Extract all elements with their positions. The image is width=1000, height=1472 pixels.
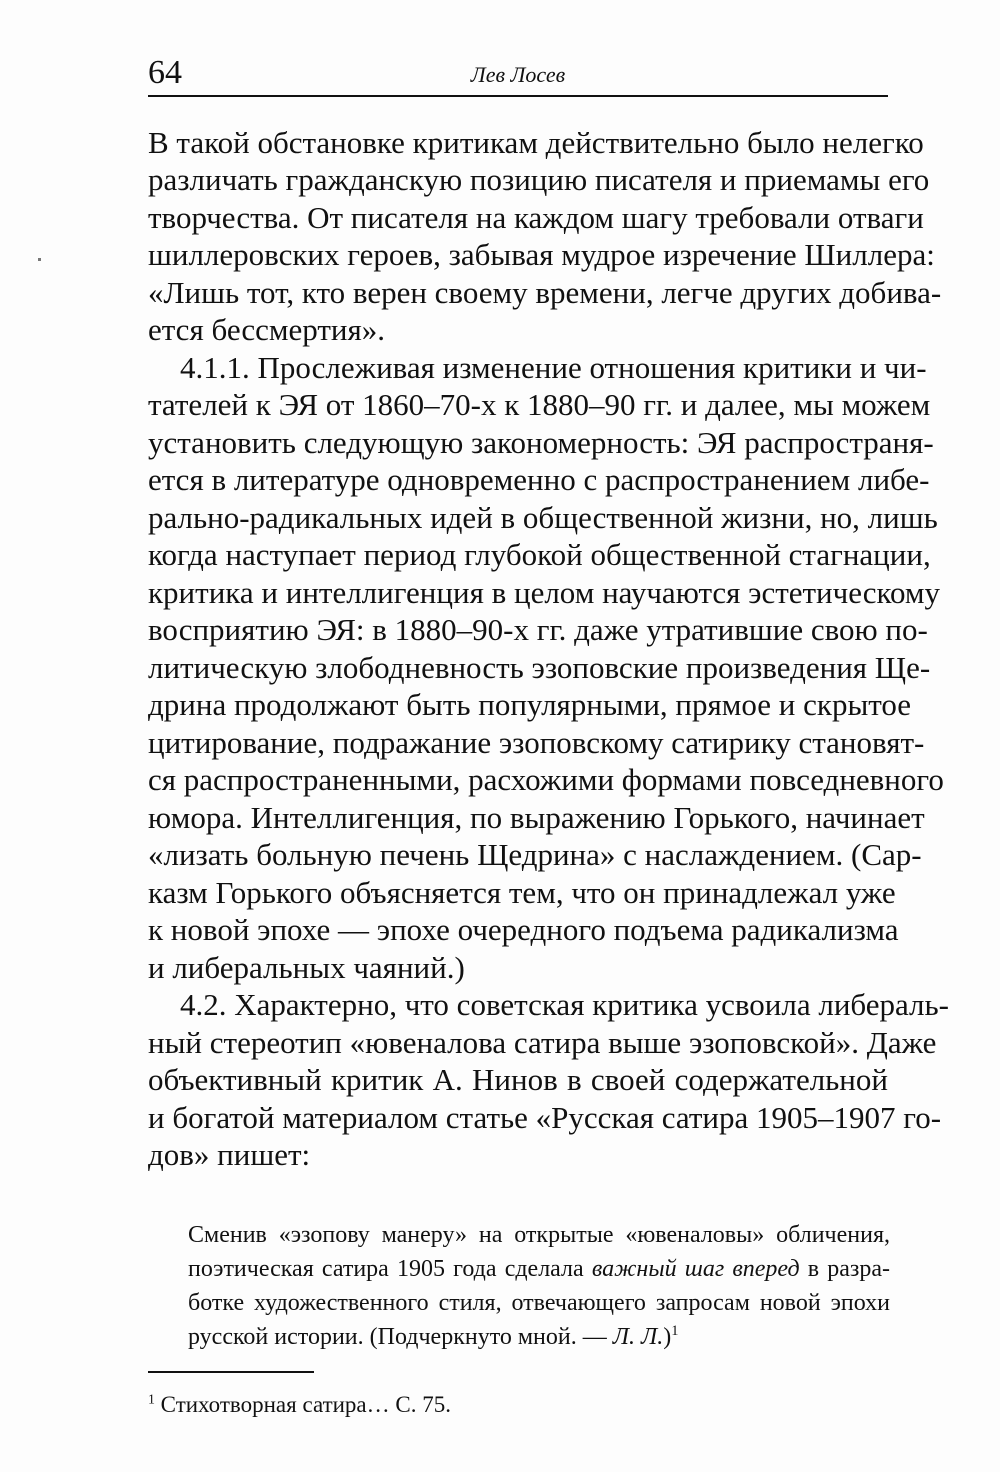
text-line: дов» пишет:	[148, 1137, 311, 1172]
text-line: к новой эпохе — эпохе очередного подъема радикализма	[148, 912, 899, 947]
quote-line: Сменив «эзопову манеру» на открытые «ювеналовы» обличения,	[188, 1222, 890, 1248]
text-line: 4.2. Характерно, что советская критика усвоила либераль-	[180, 987, 949, 1022]
quote-line: поэтическая сатира 1905 года сделала важный шаг вперед в разра-	[188, 1256, 891, 1282]
text-line: объективный критик А. Нинов в своей содержательной	[148, 1062, 888, 1097]
text-line: шиллеровских героев, забывая мудрое изречение Шиллера:	[148, 237, 935, 272]
running-head: Лев Лосев	[470, 62, 566, 87]
footnote-mark: 1	[148, 1391, 155, 1407]
text-line: ный стереотип «ювеналова сатира выше эзоповской». Даже	[148, 1025, 937, 1060]
text-line: различать гражданскую позицию писателя и приемамы его	[148, 162, 930, 197]
quote-line: ботке художественного стиля, отвечающего запросам новой эпохи	[188, 1290, 890, 1316]
text-line: В такой обстановке критикам действительно было нелегко	[148, 125, 924, 160]
text-line: критика и интеллигенция в целом научаются эстетическому	[148, 575, 941, 610]
text-line: тателей к ЭЯ от 1860–70-х к 1880–90 гг. и далее, мы можем	[148, 387, 931, 422]
text-line: ся распространенными, расхожими формами повседневного	[148, 762, 944, 797]
footnote-reference: 1	[671, 1323, 679, 1339]
text-line: дрина продолжают быть популярными, прямое и скрытое	[148, 687, 912, 722]
text-line: и либеральных чаяний.)	[148, 950, 465, 985]
text-line: 4.1.1. Прослеживая изменение отношения критики и чи-	[180, 350, 927, 385]
text-line: когда наступает период глубокой общественной стагнации,	[148, 537, 931, 572]
header-rule	[148, 95, 888, 97]
scan-speck	[38, 258, 41, 261]
text-line: установить следующую закономерность: ЭЯ распространя-	[148, 425, 934, 460]
text-line: ется бессмертия».	[148, 312, 385, 347]
footnote-text: Стихотворная сатира… С. 75.	[160, 1392, 451, 1417]
quote-emphasis: важный шаг вперед	[591, 1256, 800, 1282]
page-header	[148, 52, 888, 94]
quote-initials: Л. Л.	[612, 1324, 664, 1350]
quote-line: русской истории. (Подчеркнуто мной. — Л. Л.)$^1$	[188, 1323, 679, 1350]
text-line: цитирование, подражание эзоповскому сатирику становят-	[148, 725, 925, 760]
footnote	[148, 1390, 888, 1420]
text-line: восприятию ЭЯ: в 1880–90-х гг. даже утратившие свою по-	[148, 612, 928, 647]
text-line: казм Горького объясняется тем, что он принадлежал уже	[148, 875, 896, 910]
text-line: и богатой материалом статье «Русская сатира 1905–1907 го-	[148, 1100, 942, 1135]
text-line: творчества. От писателя на каждом шагу требовали отваги	[148, 200, 924, 235]
text-line: ется в литературе одновременно с распространением либе-	[148, 462, 930, 497]
text-line: рально-радикальных идей в общественной жизни, но, лишь	[148, 500, 938, 535]
text-line: «Лишь тот, кто верен своему времени, легче других добива-	[148, 275, 942, 310]
page-number: 64	[148, 54, 182, 91]
text-line: юмора. Интеллигенция, по выражению Горького, начинает	[148, 800, 925, 835]
text-line: литическую злободневность эзоповские произведения Ще-	[148, 650, 931, 685]
footnote-rule	[148, 1371, 314, 1373]
text-line: «лизать больную печень Щедрина» с наслаждением. (Сар-	[148, 837, 922, 872]
